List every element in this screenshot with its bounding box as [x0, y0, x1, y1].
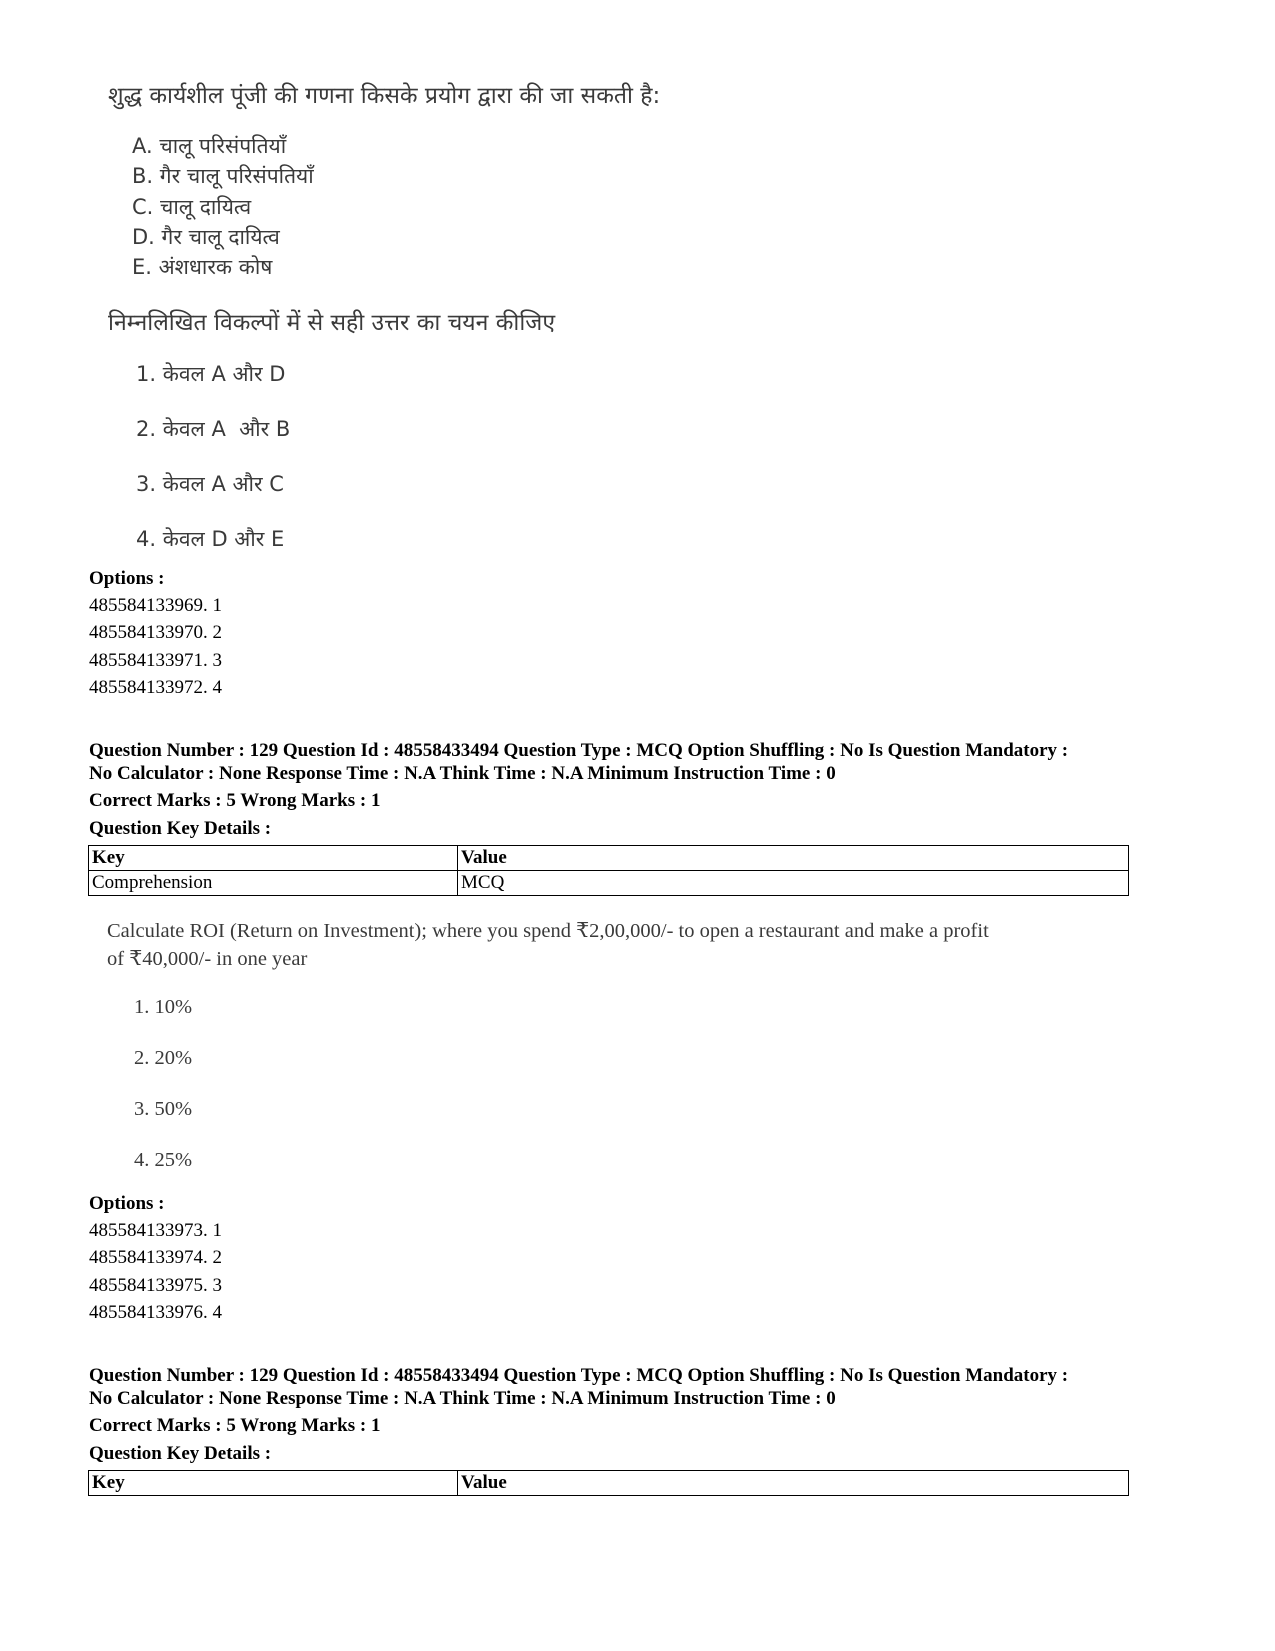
table-header-value: Value — [458, 1471, 1129, 1496]
choice-text: केवल D और E — [162, 527, 285, 551]
options-heading: Options : — [89, 1193, 165, 1214]
statement-text: गैर चालू परिसंपतियाँ — [159, 164, 314, 188]
statement-d — [132, 223, 280, 251]
key-details-heading: Question Key Details : — [89, 818, 272, 839]
question-stem-line1: Calculate ROI (Return on Investment); where you spend ₹2,00,000/- to open a restaurant and make a profit — [107, 920, 989, 942]
choice-number: 1. — [136, 362, 157, 386]
option-id: 485584133969. 1 — [89, 595, 222, 616]
statement-label: B. — [132, 164, 154, 188]
statement-c — [132, 193, 251, 221]
statement-text: अंशधारक कोष — [158, 255, 273, 279]
question-meta-line2: No Calculator : None Response Time : N.A Think Time : N.A Minimum Instruction Time : 0 — [89, 763, 836, 784]
statement-label: C. — [132, 195, 154, 219]
choice-number: 2. — [136, 417, 157, 441]
question-meta-line1: Question Number : 129 Question Id : 48558433494 Question Type : MCQ Option Shuffling : No Is Question Mandatory : — [89, 1365, 1069, 1386]
table-header-value: Value — [458, 846, 1129, 871]
question-key-table — [88, 1470, 1129, 1496]
option-id: 485584133974. 2 — [89, 1247, 222, 1268]
table-row — [89, 871, 1129, 896]
option-id: 485584133973. 1 — [89, 1220, 222, 1241]
choice-4 — [136, 525, 284, 553]
choice-2: 2. 20% — [134, 1047, 193, 1069]
statement-text: चालू परिसंपतियाँ — [159, 134, 287, 158]
choice-number: 3. — [136, 472, 157, 496]
marks-line: Correct Marks : 5 Wrong Marks : 1 — [89, 790, 381, 811]
choice-2 — [136, 415, 290, 443]
question-stem-line2: of ₹40,000/- in one year — [107, 948, 308, 970]
choice-text: केवल A और C — [162, 472, 284, 496]
question-meta-line1: Question Number : 129 Question Id : 48558433494 Question Type : MCQ Option Shuffling : No Is Question Mandatory : — [89, 740, 1069, 761]
table-cell-key: Comprehension — [89, 871, 458, 896]
option-id: 485584133972. 4 — [89, 677, 222, 698]
statement-label: A. — [132, 134, 153, 158]
table-header-key: Key — [89, 846, 458, 871]
question-stem: शुद्ध कार्यशील पूंजी की गणना किसके प्रयोग द्वारा की जा सकती है: — [108, 83, 661, 109]
marks-line: Correct Marks : 5 Wrong Marks : 1 — [89, 1415, 381, 1436]
question-instruction: निम्नलिखित विकल्पों में से सही उत्तर का चयन कीजिए — [108, 310, 556, 336]
choice-1: 1. 10% — [134, 996, 193, 1018]
options-heading: Options : — [89, 568, 165, 589]
statement-e — [132, 253, 272, 281]
statement-text: चालू दायित्व — [160, 195, 252, 219]
table-header-row — [89, 1471, 1129, 1496]
statement-label: D. — [132, 225, 155, 249]
choice-3: 3. 50% — [134, 1098, 193, 1120]
table-header-row — [89, 846, 1129, 871]
statement-b — [132, 162, 314, 190]
choice-3 — [136, 470, 284, 498]
choice-text: केवल A और B — [162, 417, 291, 441]
choice-text: केवल A और D — [162, 362, 286, 386]
key-details-heading: Question Key Details : — [89, 1443, 272, 1464]
option-id: 485584133971. 3 — [89, 650, 222, 671]
statement-text: गैर चालू दायित्व — [161, 225, 280, 249]
option-id: 485584133976. 4 — [89, 1302, 222, 1323]
statement-a — [132, 132, 286, 160]
choice-number: 4. — [136, 527, 157, 551]
statement-label: E. — [132, 255, 152, 279]
choice-1 — [136, 360, 285, 388]
table-header-key: Key — [89, 1471, 458, 1496]
choice-4: 4. 25% — [134, 1149, 193, 1171]
table-cell-value: MCQ — [458, 871, 1129, 896]
question-meta-line2: No Calculator : None Response Time : N.A Think Time : N.A Minimum Instruction Time : 0 — [89, 1388, 836, 1409]
question-key-table — [88, 845, 1129, 896]
option-id: 485584133970. 2 — [89, 622, 222, 643]
question-stem — [107, 917, 989, 973]
option-id: 485584133975. 3 — [89, 1275, 222, 1296]
